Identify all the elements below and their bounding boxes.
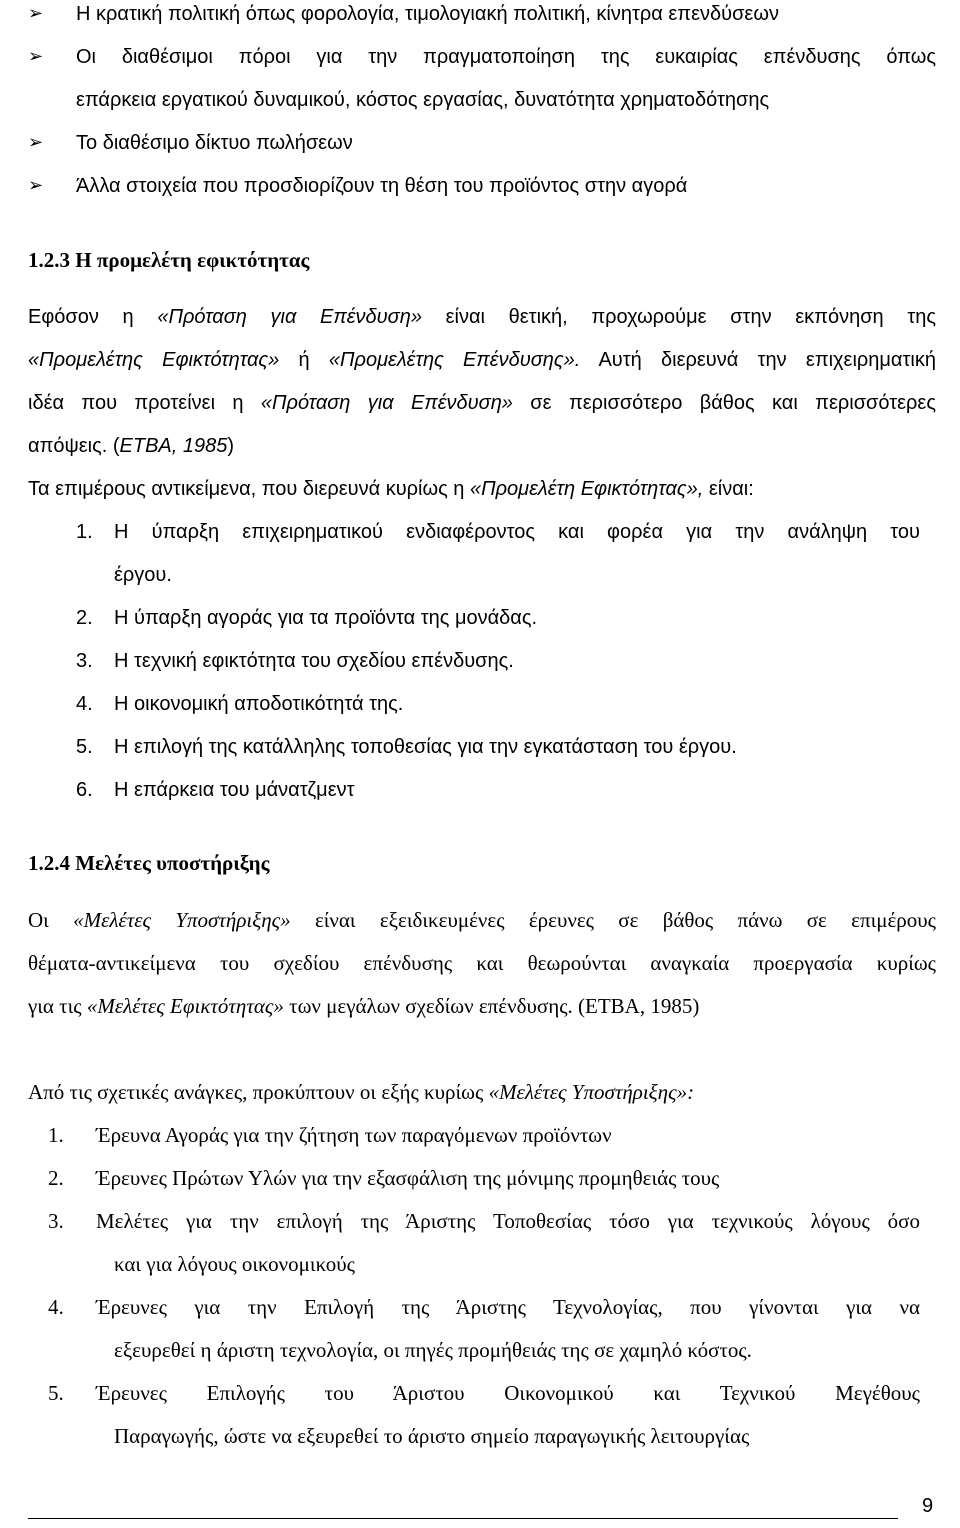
list-number: 4. bbox=[76, 693, 93, 715]
list-item: Έρευνες για την Επιλογή της Άριστης Τεχνολογίας, που γίνονται για να bbox=[96, 1295, 920, 1319]
list-item-continuation: Παραγωγής, ώστε να εξευρεθεί το άριστο σημείο παραγωγικής λειτουργίας bbox=[114, 1424, 750, 1448]
bullet-item: Άλλα στοιχεία που προσδιορίζουν τη θέση του προϊόντος στην αγορά bbox=[76, 175, 688, 197]
list-item: Η επάρκεια του μάνατζμεντ bbox=[114, 779, 355, 801]
list-number: 5. bbox=[76, 736, 93, 758]
paragraph-line: για τις «Μελέτες Εφικτότητας» των μεγάλων σχεδίων επένδυσης. (ΕΤΒΑ, 1985) bbox=[28, 994, 700, 1018]
list-item: Μελέτες για την επιλογή της Άριστης Τοποθεσίας τόσο για τεχνικούς λόγους όσο bbox=[96, 1209, 920, 1233]
list-item-continuation: και για λόγους οικονομικούς bbox=[114, 1252, 355, 1276]
list-number: 2. bbox=[76, 607, 93, 629]
paragraph-line: Εφόσον η «Πρόταση για Επένδυση» είναι θετική, προχωρούμε στην εκπόνηση της bbox=[28, 306, 936, 328]
page-number: 9 bbox=[922, 1495, 934, 1517]
list-item: Η τεχνική εφικτότητα του σχεδίου επένδυσης. bbox=[114, 650, 514, 672]
arrow-bullet-icon: ➢ bbox=[28, 132, 44, 153]
list-item: Η επιλογή της κατάλληλης τοποθεσίας για την εγκατάσταση του έργου. bbox=[114, 736, 737, 758]
arrow-bullet-icon: ➢ bbox=[28, 175, 44, 196]
list-number: 3. bbox=[76, 650, 93, 672]
arrow-bullet-icon: ➢ bbox=[28, 46, 44, 67]
list-number: 1. bbox=[76, 521, 93, 543]
paragraph-line: θέματα-αντικείμενα του σχεδίου επένδυσης και θεωρούνται αναγκαία προεργασία κυρίως bbox=[28, 951, 936, 975]
paragraph-line: Οι «Μελέτες Υποστήριξης» είναι εξειδικευμένες έρευνες σε βάθος πάνω σε επιμέρους bbox=[28, 908, 936, 932]
bullet-item: Η κρατική πολιτική όπως φορολογία, τιμολογιακή πολιτική, κίνητρα επενδύσεων bbox=[76, 3, 779, 25]
bullet-item-continuation: επάρκεια εργατικού δυναμικού, κόστος εργασίας, δυνατότητα χρηματοδότησης bbox=[76, 89, 770, 111]
section-heading: 1.2.3 Η προμελέτη εφικτότητας bbox=[28, 248, 310, 272]
paragraph-line: «Προμελέτης Εφικτότητας» ή «Προμελέτης Επένδυσης». Αυτή διερευνά την επιχειρηματική bbox=[28, 349, 936, 371]
bullet-item: Οι διαθέσιμοι πόροι για την πραγματοποίηση της ευκαιρίας επένδυσης όπως bbox=[76, 46, 936, 68]
list-number: 6. bbox=[76, 779, 93, 801]
list-item-continuation: έργου. bbox=[114, 564, 172, 586]
list-number: 4. bbox=[48, 1295, 64, 1319]
section-heading: 1.2.4 Μελέτες υποστήριξης bbox=[28, 851, 270, 875]
paragraph-line: ιδέα που προτείνει η «Πρόταση για Επένδυση» σε περισσότερο βάθος και περισσότερες bbox=[28, 392, 936, 414]
list-number: 5. bbox=[48, 1381, 64, 1405]
list-item: Η ύπαρξη αγοράς για τα προϊόντα της μονάδας. bbox=[114, 607, 538, 629]
list-item: Η ύπαρξη επιχειρηματικού ενδιαφέροντος και φορέα για την ανάληψη του bbox=[114, 521, 920, 543]
arrow-bullet-icon: ➢ bbox=[28, 3, 44, 24]
paragraph-line: απόψεις. (ΕΤΒΑ, 1985) bbox=[28, 435, 235, 457]
list-number: 2. bbox=[48, 1166, 64, 1190]
bullet-item: Το διαθέσιμο δίκτυο πωλήσεων bbox=[76, 132, 353, 154]
paragraph-line: Τα επιμέρους αντικείμενα, που διερευνά κυρίως η «Προμελέτη Εφικτότητας», είναι: bbox=[28, 478, 754, 500]
footer-rule bbox=[28, 1518, 898, 1519]
list-item: Έρευνα Αγοράς για την ζήτηση των παραγόμενων προϊόντων bbox=[96, 1123, 612, 1147]
paragraph-line: Από τις σχετικές ανάγκες, προκύπτουν οι εξής κυρίως «Μελέτες Υποστήριξης»: bbox=[28, 1080, 695, 1104]
list-item: Έρευνες Επιλογής του Άριστου Οικονομικού και Τεχνικού Μεγέθους bbox=[96, 1381, 920, 1405]
list-item: Έρευνες Πρώτων Υλών για την εξασφάλιση της μόνιμης προμηθειάς τους bbox=[96, 1166, 720, 1190]
list-number: 3. bbox=[48, 1209, 64, 1233]
list-item-continuation: εξευρεθεί η άριστη τεχνολογία, οι πηγές προμήθειάς της σε χαμηλό κόστος. bbox=[114, 1338, 752, 1362]
list-item: Η οικονομική αποδοτικότητά της. bbox=[114, 693, 404, 715]
list-number: 1. bbox=[48, 1123, 64, 1147]
